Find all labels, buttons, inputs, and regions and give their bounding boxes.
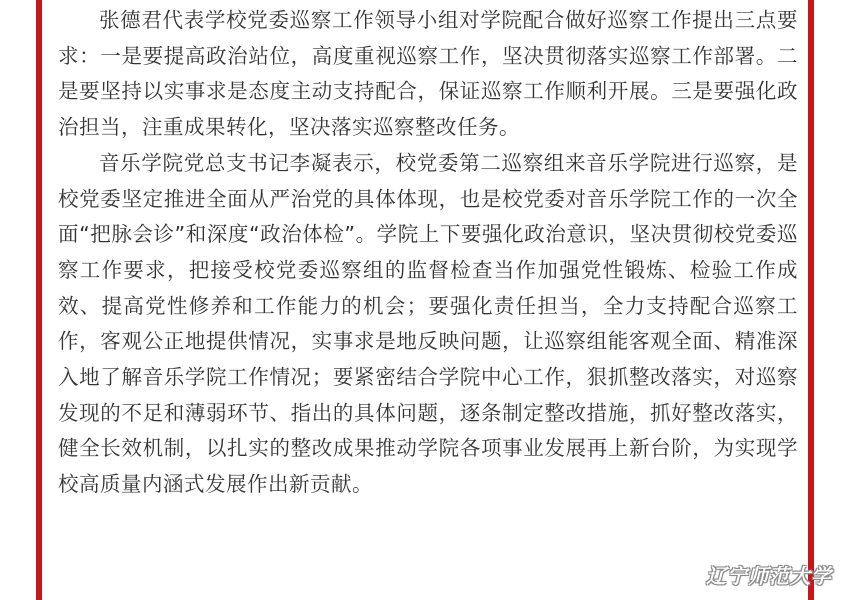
article-paragraph-2: 音乐学院党总支书记李凝表示，校党委第二巡察组来音乐学院进行巡察，是校党委坚定推进全面从严治党的具体体现，也是校党委对音乐学院工作的一次全面“把脉会诊”和深度“政治体检”。学院上下要强化政治意识，坚决贯彻校党委巡察工作要求，把接受校党委巡察组的监督检查当作加强党性锻炼、检验工作成效、提高党性修养和工作能力的机会；要强化责任担当，全力支持配合巡察工作，客观公正地提供情况，实事求是地反映问题，让巡察组能客观全面、精准深入地了解音乐学院工作情况；要紧密结合学院中心工作，狠抓整改落实，对巡察发现的不足和薄弱环节、指出的具体问题，逐条制定整改措施，抓好整改落实，健全长效机制，以扎实的整改成果推动学院各项事业发展再上新台阶，为实现学校高质量内涵式发展作出新贡献。 (58, 150, 798, 497)
article-paragraph-1: 张德君代表学校党委巡察工作领导小组对学院配合做好巡察工作提出三点要求：一是要提高政治站位，高度重视巡察工作，坚决贯彻落实巡察工作部署。二是要坚持以实事求是态度主动支持配合，保证巡察工作顺利开展。三是要强化政治担当，注重成果转化，坚决落实巡察整改任务。 (58, 8, 798, 140)
university-watermark: 辽宁师范大学 (706, 564, 832, 588)
article-body (58, 3, 798, 503)
right-red-border (808, 0, 814, 600)
left-red-border (36, 0, 42, 600)
